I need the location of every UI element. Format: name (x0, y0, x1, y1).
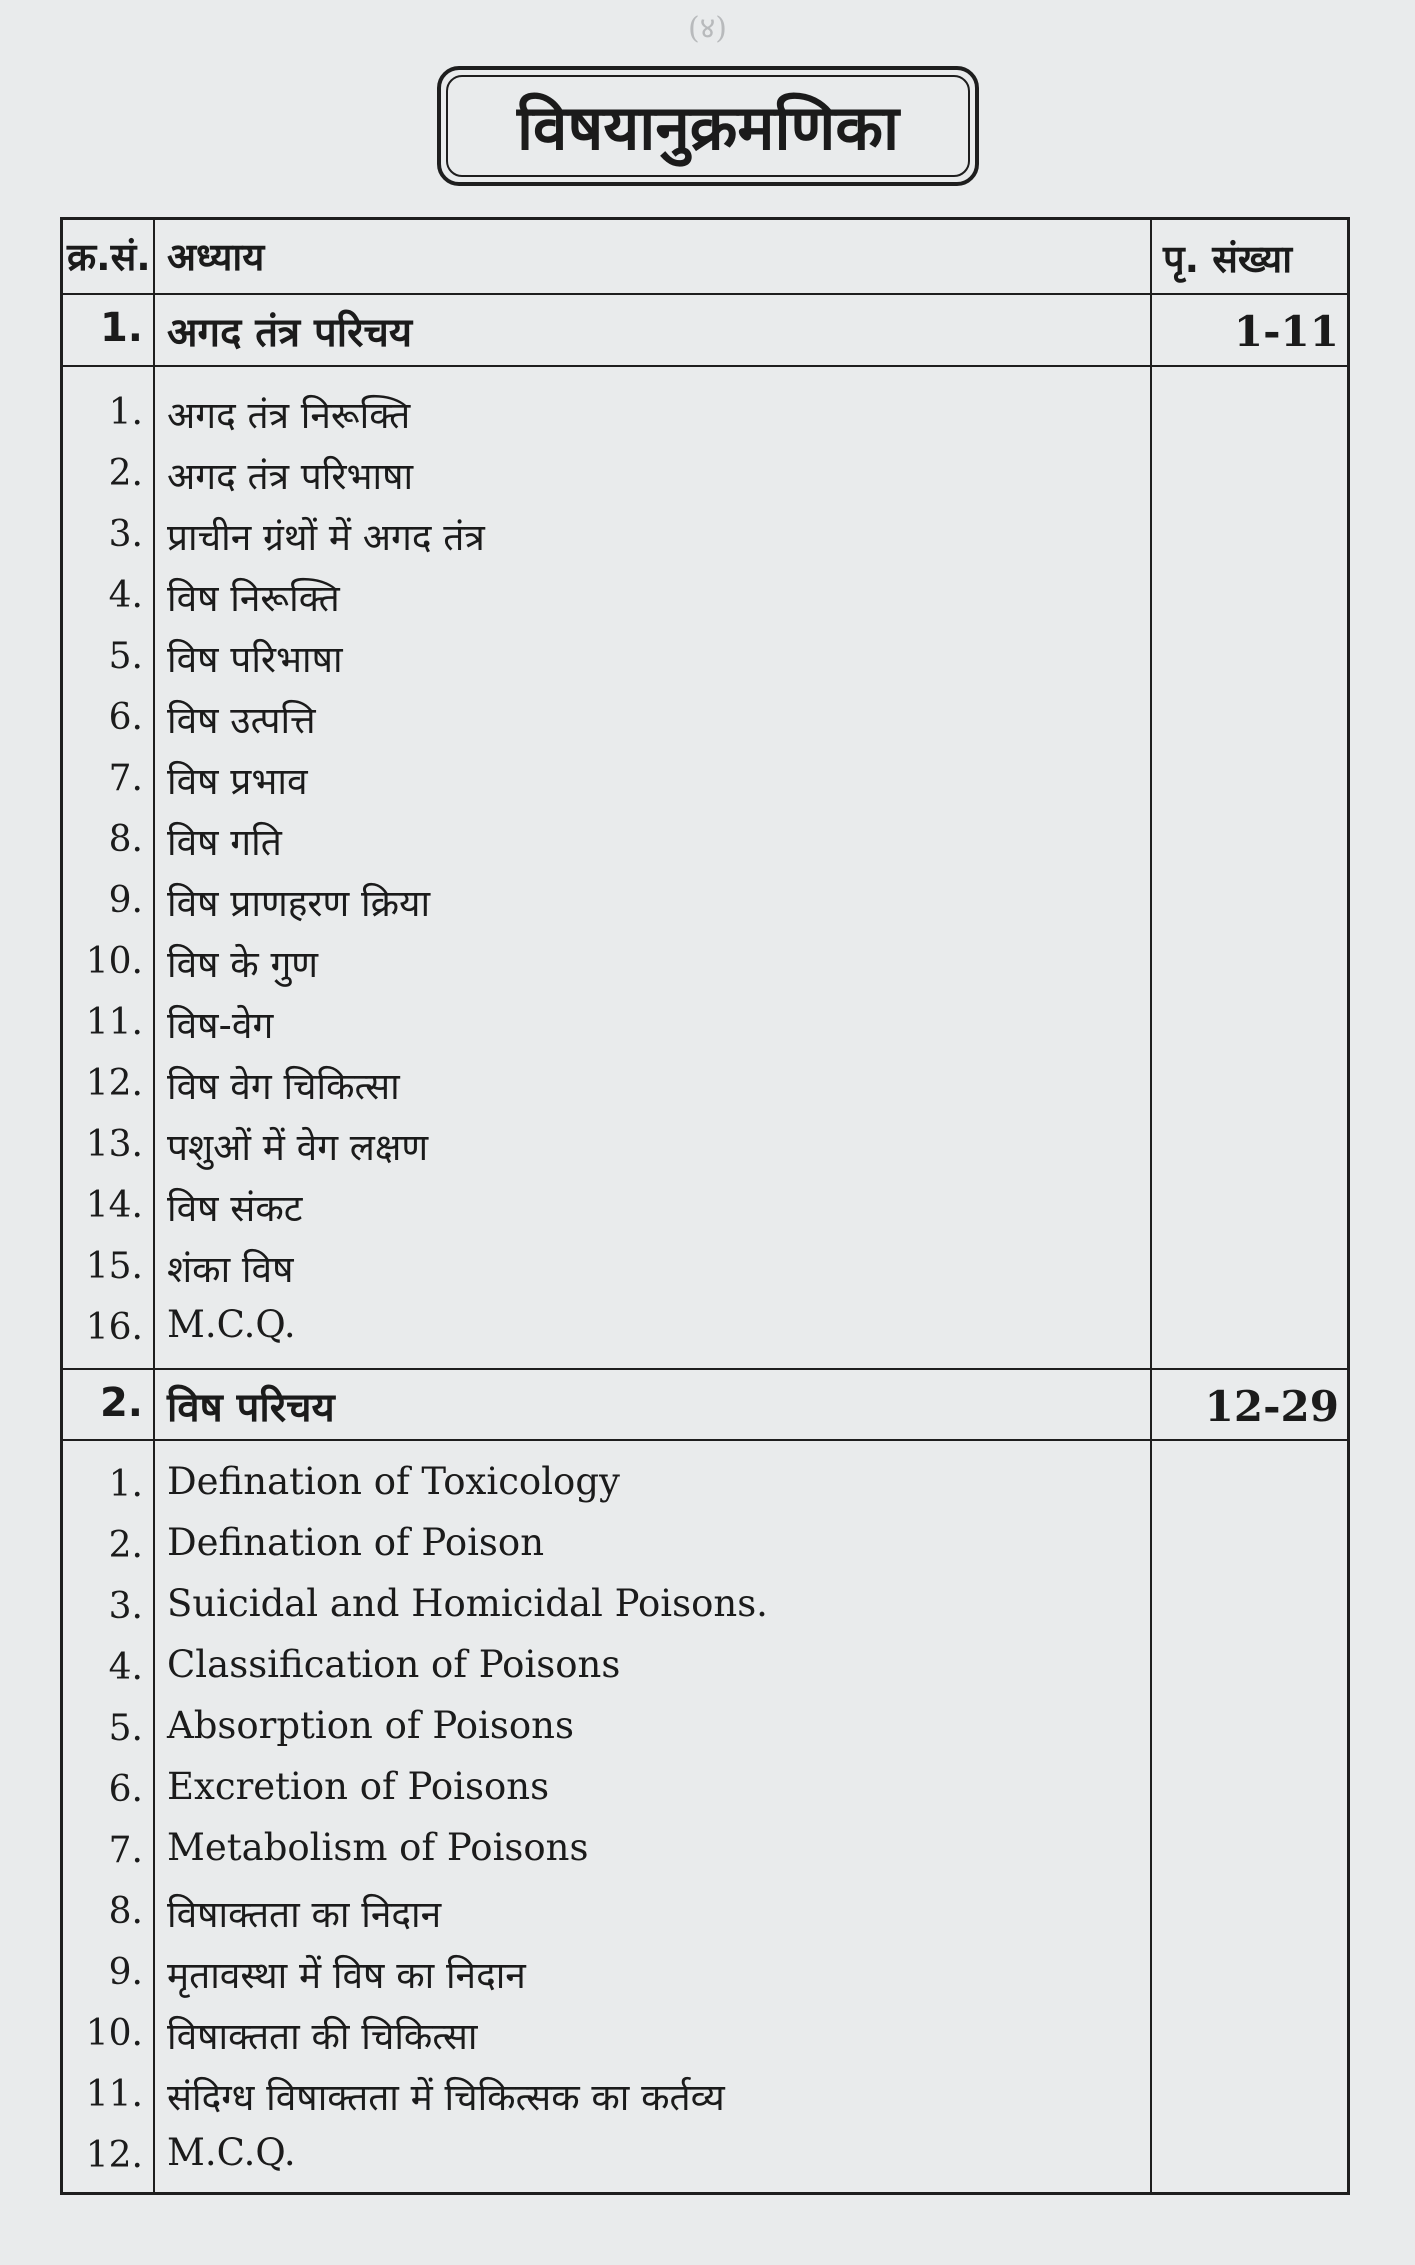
section-divider (63, 1439, 1347, 1441)
header-chapter: अध्याय (167, 235, 265, 279)
item-number: 6. (108, 697, 143, 738)
section-number: 1. (99, 305, 143, 351)
list-item (63, 1574, 1347, 1635)
item-number: 12. (85, 2135, 143, 2176)
list-item (63, 929, 1347, 990)
item-number: 16. (85, 1307, 143, 1348)
item-number: 8. (108, 819, 143, 860)
item-text: विष वेग चिकित्सा (167, 1065, 400, 1108)
item-number: 2. (108, 453, 143, 494)
list-item (63, 2001, 1347, 2062)
item-number: 1. (108, 1464, 143, 1505)
item-number: 4. (108, 1647, 143, 1688)
header-page: पृ. संख्या (1163, 237, 1293, 281)
list-item (63, 441, 1347, 502)
list-item (63, 685, 1347, 746)
page-title: विषयानुक्रमणिका (446, 75, 970, 177)
item-number: 15. (85, 1246, 143, 1287)
list-item (63, 1696, 1347, 1757)
item-text: प्राचीन ग्रंथों में अगद तंत्र (167, 516, 485, 559)
section-title: विष परिचय (167, 1385, 335, 1431)
item-number: 14. (85, 1185, 143, 1226)
item-number: 7. (108, 758, 143, 799)
contents-table (60, 217, 1350, 2195)
item-text: विष के गुण (167, 943, 319, 986)
item-text: विष प्राणहरण क्रिया (167, 882, 431, 925)
list-item (63, 1757, 1347, 1818)
page-number: (४) (687, 11, 727, 46)
title-frame (437, 66, 979, 186)
section-row-2 (63, 1368, 1347, 1438)
item-text: विष संकट (167, 1187, 303, 1230)
list-item (63, 563, 1347, 624)
item-number: 13. (85, 1124, 143, 1165)
item-number: 11. (85, 2074, 143, 2115)
list-item (63, 1295, 1347, 1356)
header-sno: क्र.सं. (67, 235, 151, 279)
section-row-1 (63, 293, 1347, 363)
list-item (63, 1234, 1347, 1295)
item-number: 4. (108, 575, 143, 616)
item-text: विष उत्पत्ति (167, 699, 316, 742)
item-number: 1. (108, 392, 143, 433)
item-number: 5. (108, 636, 143, 677)
list-item (63, 807, 1347, 868)
item-text: अगद तंत्र परिभाषा (167, 455, 414, 498)
item-text: विष-वेग (167, 1004, 274, 1047)
item-text: विष निरूक्ति (167, 577, 340, 620)
item-text: मृतावस्था में विष का निदान (167, 1954, 526, 1997)
section-pages: 1-11 (1233, 307, 1339, 356)
list-item (63, 380, 1347, 441)
item-number: 3. (108, 514, 143, 555)
section-pages: 12-29 (1204, 1382, 1339, 1431)
list-item (63, 1879, 1347, 1940)
item-number: 5. (108, 1708, 143, 1749)
item-number: 8. (108, 1891, 143, 1932)
item-number: 12. (85, 1063, 143, 1104)
item-number: 7. (108, 1830, 143, 1871)
item-text: संदिग्ध विषाक्तता में चिकित्सक का कर्तव्य (167, 2076, 725, 2119)
item-text: शंका विष (167, 1248, 294, 1291)
item-number: 11. (85, 1002, 143, 1043)
list-item (63, 502, 1347, 563)
item-text: M.C.Q. (167, 2131, 296, 2174)
item-number: 2. (108, 1525, 143, 1566)
item-text: Metabolism of Poisons (167, 1826, 589, 1869)
section-title: अगद तंत्र परिचय (167, 310, 413, 356)
list-item (63, 2062, 1347, 2123)
section-divider (63, 365, 1347, 367)
item-text: Defination of Poison (167, 1521, 545, 1564)
list-item (63, 1940, 1347, 2001)
item-text: विषाक्तता का निदान (167, 1893, 442, 1936)
item-text: Suicidal and Homicidal Poisons. (167, 1582, 768, 1625)
list-item (63, 1818, 1347, 1879)
item-text: M.C.Q. (167, 1303, 296, 1346)
list-item (63, 1051, 1347, 1112)
item-number: 3. (108, 1586, 143, 1627)
table-header (63, 220, 1347, 293)
item-number: 10. (85, 2013, 143, 2054)
item-text: Absorption of Poisons (167, 1704, 574, 1747)
item-number: 9. (108, 1952, 143, 1993)
item-text: विषाक्तता की चिकित्सा (167, 2015, 478, 2058)
item-text: विष गति (167, 821, 282, 864)
list-item (63, 1452, 1347, 1513)
list-item (63, 1173, 1347, 1234)
item-number: 9. (108, 880, 143, 921)
section-number: 2. (99, 1380, 143, 1426)
item-text: Defination of Toxicology (167, 1460, 620, 1503)
list-item (63, 624, 1347, 685)
list-item (63, 1112, 1347, 1173)
item-text: Excretion of Poisons (167, 1765, 550, 1808)
item-text: विष प्रभाव (167, 760, 308, 803)
list-item (63, 1635, 1347, 1696)
item-text: Classification of Poisons (167, 1643, 621, 1686)
item-text: पशुओं में वेग लक्षण (167, 1126, 429, 1169)
list-item (63, 746, 1347, 807)
list-item (63, 1513, 1347, 1574)
list-item (63, 2123, 1347, 2184)
item-text: विष परिभाषा (167, 638, 343, 681)
list-item (63, 990, 1347, 1051)
item-number: 10. (85, 941, 143, 982)
item-text: अगद तंत्र निरूक्ति (167, 394, 411, 437)
item-number: 6. (108, 1769, 143, 1810)
list-item (63, 868, 1347, 929)
